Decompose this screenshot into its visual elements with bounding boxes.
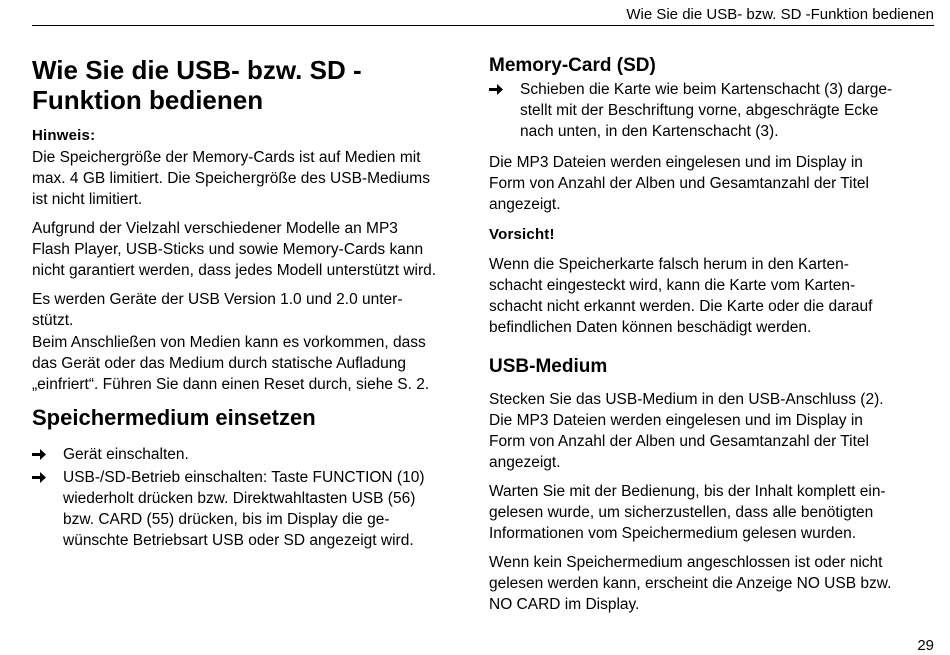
- instruction-line: wünschte Betriebsart USB oder SD angezeigt wird.: [63, 532, 414, 549]
- paragraph-line: Form von Anzahl der Alben und Gesamtanzahl der Titel: [489, 433, 869, 450]
- paragraph-line: befindlichen Daten können beschädigt werden.: [489, 319, 812, 336]
- paragraph-line: Beim Anschließen von Medien kann es vorkommen, dass: [32, 334, 426, 351]
- paragraph-line: Warten Sie mit der Bedienung, bis der Inhalt komplett ein-: [489, 483, 886, 500]
- arrow-right-icon: [489, 84, 503, 95]
- page-title: [32, 55, 477, 115]
- paragraph-line: stützt.: [32, 312, 74, 329]
- arrow-right-icon: [32, 472, 46, 483]
- note-line: max. 4 GB limitiert. Die Speichergröße des USB-Mediums: [32, 170, 430, 187]
- paragraph-line: Flash Player, USB-Sticks und sowie Memory-Cards kann: [32, 241, 424, 258]
- paragraph-line: NO CARD im Display.: [489, 596, 640, 613]
- instruction-list: [32, 444, 477, 551]
- paragraph-static-charge: [32, 332, 477, 395]
- paragraph-usb-version: [32, 289, 477, 331]
- paragraph-line: Wenn die Speicherkarte falsch herum in den Karten-: [489, 256, 849, 273]
- paragraph-line: Informationen vom Speichermedium gelesen wurden.: [489, 525, 857, 542]
- instruction-line: Gerät einschalten.: [63, 446, 189, 463]
- instruction-line: bzw. CARD (55) drücken, bis im Display die ge-: [63, 511, 390, 528]
- paragraph-line: nicht garantiert werden, dass jedes Modell unterstützt wird.: [32, 262, 437, 279]
- paragraph-line: das Gerät oder das Medium durch statische Aufladung: [32, 355, 406, 372]
- paragraph-line: gelesen werden kann, erscheint die Anzeige NO USB bzw.: [489, 575, 892, 592]
- note-line: ist nicht limitiert.: [32, 191, 143, 208]
- paragraph-usb-wait: [489, 481, 935, 544]
- paragraph-line: Wenn kein Speichermedium angeschlossen ist oder nicht: [489, 554, 883, 571]
- paragraph-line: schacht nicht erkannt werden. Die Karte oder die darauf: [489, 298, 873, 315]
- page-number: 29: [917, 637, 934, 654]
- paragraph-no-medium: [489, 552, 935, 615]
- section-title-insert-media: Speichermedium einsetzen: [32, 405, 316, 430]
- page-title-line: Wie Sie die USB- bzw. SD -: [32, 55, 362, 85]
- paragraph-line: Die MP3 Dateien werden eingelesen und im Display in: [489, 154, 863, 171]
- paragraph-line: gelesen wurde, um sicherzustellen, dass alle benötigten: [489, 504, 874, 521]
- note-label: Hinweis:: [32, 127, 96, 144]
- arrow-right-icon: [32, 449, 46, 460]
- note-line: Die Speichergröße der Memory-Cards ist auf Medien mit: [32, 149, 421, 166]
- caution-text: [489, 254, 935, 338]
- caution-label: Vorsicht!: [489, 226, 555, 243]
- memory-card-instructions: [489, 79, 935, 142]
- paragraph-line: Die MP3 Dateien werden eingelesen und im Display in: [489, 412, 863, 429]
- paragraph-line: schacht eingesteckt wird, kann die Karte vom Karten-: [489, 277, 856, 294]
- instruction-line: Schieben die Karte wie beim Kartenschacht (3) darge-: [520, 81, 893, 98]
- paragraph-sd-display: [489, 152, 935, 215]
- instruction-item: [489, 79, 935, 142]
- instruction-item: [32, 467, 477, 551]
- paragraph-line: angezeigt.: [489, 454, 561, 471]
- instruction-line: wiederholt drücken bzw. Direktwahltasten USB (56): [63, 490, 416, 507]
- instruction-item: [32, 444, 477, 465]
- paragraph-usb-insert: [489, 389, 935, 473]
- page-title-line: Funktion bedienen: [32, 85, 264, 115]
- paragraph-line: „einfriert“. Führen Sie dann einen Reset durch, siehe S. 2.: [32, 376, 430, 393]
- running-header-title: Wie Sie die USB- bzw. SD -Funktion bedienen: [626, 6, 934, 23]
- paragraph-line: Stecken Sie das USB-Medium in den USB-Anschluss (2).: [489, 391, 884, 408]
- paragraph-line: angezeigt.: [489, 196, 561, 213]
- paragraph-line: Es werden Geräte der USB Version 1.0 und 2.0 unter-: [32, 291, 403, 308]
- paragraph-line: Aufgrund der Vielzahl verschiedener Modelle an MP3: [32, 220, 398, 237]
- paragraph-line: Form von Anzahl der Alben und Gesamtanzahl der Titel: [489, 175, 869, 192]
- instruction-line: nach unten, in den Kartenschacht (3).: [520, 123, 779, 140]
- instruction-line: stellt mit der Beschriftung vorne, abgeschrägte Ecke: [520, 102, 879, 119]
- note-text: [32, 147, 477, 210]
- paragraph-models: [32, 218, 477, 281]
- section-title-usb-medium: USB-Medium: [489, 356, 608, 377]
- section-title-memory-card: Memory-Card (SD): [489, 55, 656, 76]
- header-rule: [32, 25, 934, 26]
- instruction-line: USB-/SD-Betrieb einschalten: Taste FUNCTION (10): [63, 469, 425, 486]
